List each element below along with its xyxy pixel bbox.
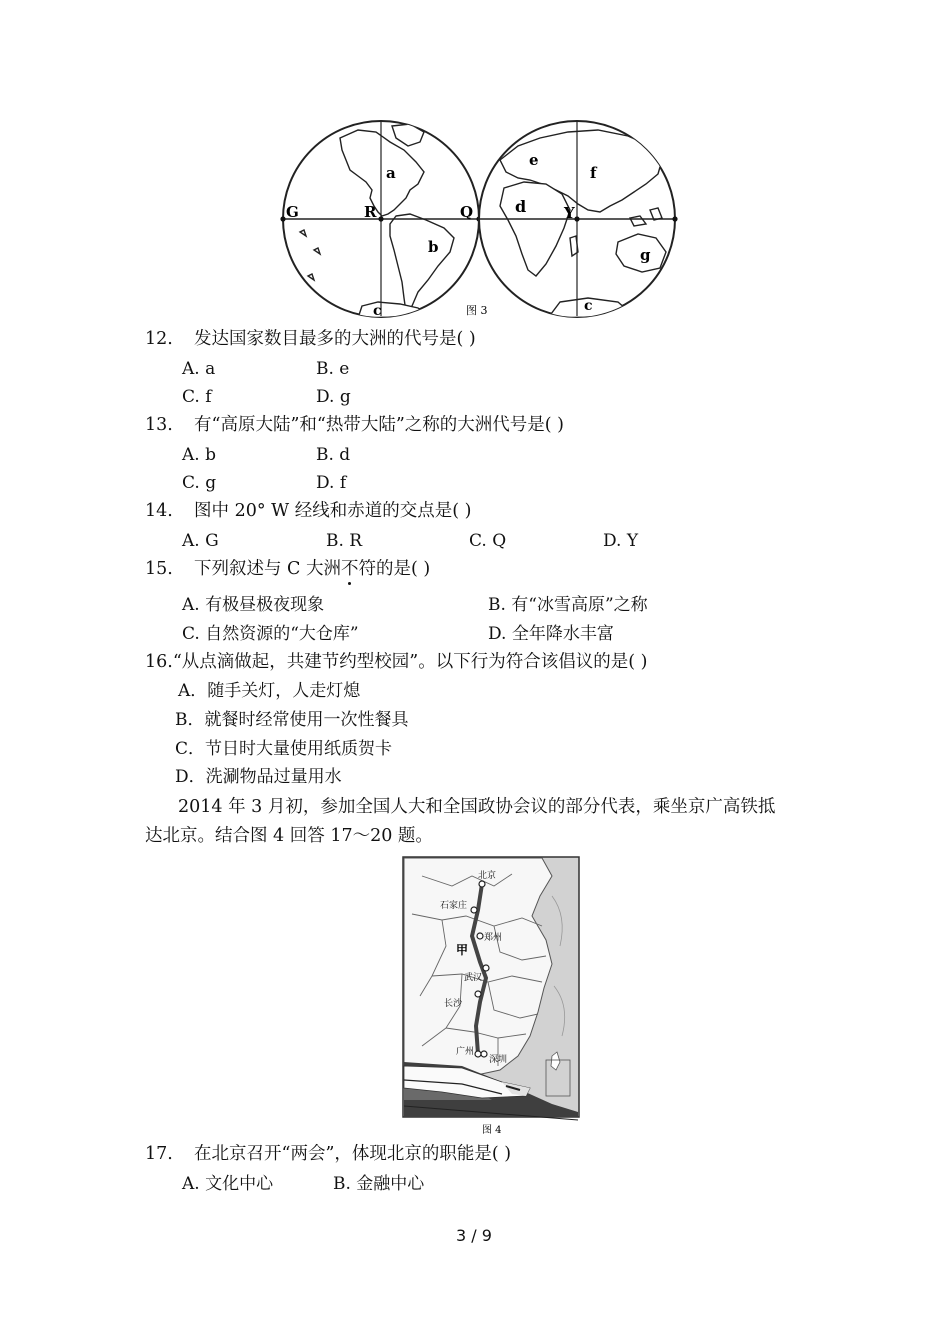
question-16: [145, 651, 647, 673]
q17-option-b: B. 金融中心: [333, 1174, 425, 1194]
q15-option-d: D. 全年降水丰富: [488, 624, 614, 644]
q13-option-c: C. g: [182, 473, 217, 493]
q12-option-a: A. a: [182, 359, 216, 379]
map-label-g: g: [640, 246, 651, 264]
question-number: 15.: [145, 559, 173, 579]
question-stem: 在北京召开“两会”，体现北京的职能是( ): [194, 1144, 512, 1164]
map-label-b: b: [428, 238, 439, 256]
q13-option-a: A. b: [182, 445, 216, 465]
question-13: [145, 414, 564, 436]
q16-option-b: B．就餐时经常使用一次性餐具: [175, 710, 409, 730]
q16-option-a: A．随手关灯，人走灯熄: [178, 681, 361, 701]
passage-line-1: 2014 年 3 月初，参加全国人大和全国政协会议的部分代表，乘坐京广高铁抵: [178, 797, 776, 817]
map-label-c-east: c: [584, 298, 593, 314]
map-label-c-west: c: [373, 303, 382, 319]
question-12: [145, 328, 476, 350]
city-label-zhengzhou: 郑州: [484, 933, 503, 943]
q16-option-d: D．洗涮物品过量用水: [175, 767, 342, 787]
q12-option-d: D. g: [316, 387, 351, 407]
figure-3-caption: 图 3: [466, 304, 488, 317]
q14-option-d: D. Y: [603, 531, 639, 551]
map-label-e: e: [529, 151, 539, 169]
city-label-beijing: 北京: [478, 871, 497, 881]
point-label-Q: Q: [460, 203, 474, 221]
q12-option-c: C. f: [182, 387, 212, 407]
western-hemisphere: [280, 121, 481, 319]
passage-line-2: 达北京。结合图 4 回答 17～20 题。: [145, 826, 433, 846]
question-number: 16.: [145, 652, 173, 672]
map-label-d: d: [515, 197, 527, 216]
question-stem: 有“高原大陆”和“热带大陆”之称的大洲代号是( ): [194, 415, 565, 435]
q16-option-c: C．节日时大量使用纸质贺卡: [175, 739, 393, 759]
q17-option-a: A. 文化中心: [182, 1174, 274, 1194]
q15-option-c: C. 自然资源的“大仓库”: [182, 624, 359, 644]
point-label-Y: Y: [564, 204, 575, 222]
question-14: [145, 500, 471, 522]
figure-4-caption: 图 4: [482, 1125, 502, 1136]
city-label-wuhan: 武汉: [464, 973, 483, 983]
city-label-shenzhen: 深圳: [489, 1055, 508, 1065]
q15-option-a: A. 有极昼极夜现象: [182, 595, 325, 615]
question-number: 17.: [145, 1144, 173, 1164]
eastern-hemisphere: [460, 121, 678, 318]
city-label-guangzhou: 广州: [456, 1047, 475, 1057]
q15-option-b: B. 有“冰雪高原”之称: [488, 595, 648, 615]
q14-option-b: B. R: [326, 531, 363, 551]
question-stem-part-2: 符的是( ): [358, 559, 431, 579]
question-stem: “从点滴做起，共建节约型校园”。以下行为符合该倡议的是( ): [172, 652, 648, 672]
map-label-a: a: [386, 164, 396, 182]
question-number: 13.: [145, 415, 173, 435]
question-stem-part-1: 下列叙述与 C 大洲: [194, 559, 342, 579]
question-number: 12.: [145, 329, 173, 349]
figure-3-world-hemispheres-map: [278, 120, 680, 322]
q13-option-d: D. f: [316, 473, 347, 493]
question-stem: 图中 20° W 经线和赤道的交点是( ): [194, 501, 472, 521]
figure-4-jingguang-railway-map: [402, 856, 580, 1138]
city-label-shijiazhuang: 石家庄: [440, 901, 468, 911]
q13-option-b: B. d: [316, 445, 351, 465]
question-stem: 发达国家数目最多的大洲的代号是( ): [194, 329, 476, 349]
question-17: [145, 1143, 511, 1165]
region-label-jia: 甲: [456, 943, 469, 957]
q12-option-b: B. e: [316, 359, 350, 379]
city-label-changsha: 长沙: [444, 999, 463, 1009]
q14-option-a: A. G: [182, 531, 219, 551]
question-number: 14.: [145, 501, 173, 521]
question-15: [145, 558, 430, 580]
emphasized-word: 不: [341, 559, 359, 579]
point-label-G: G: [286, 203, 299, 221]
map-label-f: f: [590, 164, 597, 182]
page-number: 3 / 9: [456, 1226, 492, 1245]
point-label-R: R: [364, 203, 377, 221]
q14-option-c: C. Q: [469, 531, 507, 551]
